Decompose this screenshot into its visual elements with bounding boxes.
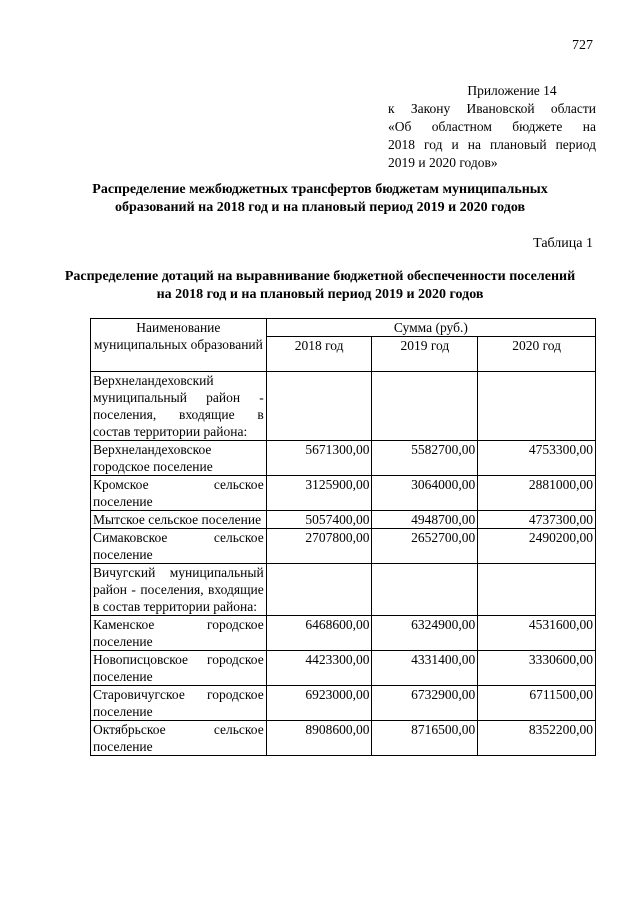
- table-row: [91, 476, 596, 511]
- table-title: Распределение дотаций на выравнивание бюджетной обеспеченности поселений на 2018 год и на плановый период 2019 и 2020 годов: [64, 269, 576, 302]
- value-2020: 2490200,00: [478, 529, 596, 564]
- empty-cell: [478, 372, 596, 441]
- value-2019: 3064000,00: [372, 476, 478, 511]
- settlement-name: Старовичугское городское поселение: [91, 686, 267, 721]
- table-row: [91, 529, 596, 564]
- table-label: Таблица 1: [533, 236, 593, 251]
- district-name: Верхнеландеховский муниципальный район - поселения, входящие в состав территории района:: [91, 372, 267, 441]
- empty-cell: [372, 372, 478, 441]
- value-2020: 4753300,00: [478, 441, 596, 476]
- value-2018: 3125900,00: [266, 476, 372, 511]
- settlement-name: Симаковское сельское поселение: [91, 529, 267, 564]
- table-row: [91, 616, 596, 651]
- header-year-2020: 2020 год: [478, 337, 596, 372]
- page-number: 727: [572, 38, 593, 53]
- value-2018: 6923000,00: [266, 686, 372, 721]
- value-2018: 5671300,00: [266, 441, 372, 476]
- value-2020: 2881000,00: [478, 476, 596, 511]
- header-sum: Сумма (руб.): [266, 319, 595, 337]
- value-2018: 6468600,00: [266, 616, 372, 651]
- value-2018: 8908600,00: [266, 721, 372, 756]
- main-title: Распределение межбюджетных трансфертов бюджетам муниципальных образований на 2018 год и на плановый период 2019 и 2020 годов: [92, 182, 548, 215]
- settlement-name: Кромское сельское поселение: [91, 476, 267, 511]
- table-row: [91, 651, 596, 686]
- table-row: [91, 511, 596, 529]
- value-2019: 6324900,00: [372, 616, 478, 651]
- settlement-name: Новописцовское городское поселение: [91, 651, 267, 686]
- table-row-district: [91, 564, 596, 616]
- value-2019: 4331400,00: [372, 651, 478, 686]
- appendix-line-1: Приложение 14: [467, 83, 557, 98]
- header-year-2019: 2019 год: [372, 337, 478, 372]
- settlement-name: Верхнеландеховское городское поселение: [91, 441, 267, 476]
- empty-cell: [372, 564, 478, 616]
- settlement-name: Каменское городское поселение: [91, 616, 267, 651]
- appendix-line-4: 2018 год и на плановый период: [388, 137, 596, 152]
- table-row-district: [91, 372, 596, 441]
- settlement-name: Октябрьское сельское поселение: [91, 721, 267, 756]
- appendix-line-5: 2019 и 2020 годов»: [388, 155, 498, 170]
- appendix-line-3: «Об областном бюджете на: [388, 119, 596, 134]
- value-2019: 8716500,00: [372, 721, 478, 756]
- grants-table: [90, 318, 596, 756]
- header-name: Наименование муниципальных образований: [91, 319, 267, 372]
- value-2020: 4737300,00: [478, 511, 596, 529]
- value-2019: 6732900,00: [372, 686, 478, 721]
- value-2020: 8352200,00: [478, 721, 596, 756]
- header-year-2018: 2018 год: [266, 337, 372, 372]
- appendix-line-2: к Закону Ивановской области: [388, 101, 596, 116]
- value-2019: 4948700,00: [372, 511, 478, 529]
- empty-cell: [266, 372, 372, 441]
- appendix-note: [388, 82, 596, 172]
- district-name: Вичугский муниципальный район - поселения, входящие в состав территории района:: [91, 564, 267, 616]
- empty-cell: [478, 564, 596, 616]
- value-2019: 2652700,00: [372, 529, 478, 564]
- value-2018: 5057400,00: [266, 511, 372, 529]
- settlement-name: Мытское сельское поселение: [91, 511, 267, 529]
- value-2020: 3330600,00: [478, 651, 596, 686]
- table-row: [91, 686, 596, 721]
- value-2019: 5582700,00: [372, 441, 478, 476]
- value-2018: 2707800,00: [266, 529, 372, 564]
- table-row: [91, 721, 596, 756]
- value-2018: 4423300,00: [266, 651, 372, 686]
- value-2020: 6711500,00: [478, 686, 596, 721]
- table-row: [91, 441, 596, 476]
- value-2020: 4531600,00: [478, 616, 596, 651]
- table-header-row: [91, 319, 596, 337]
- empty-cell: [266, 564, 372, 616]
